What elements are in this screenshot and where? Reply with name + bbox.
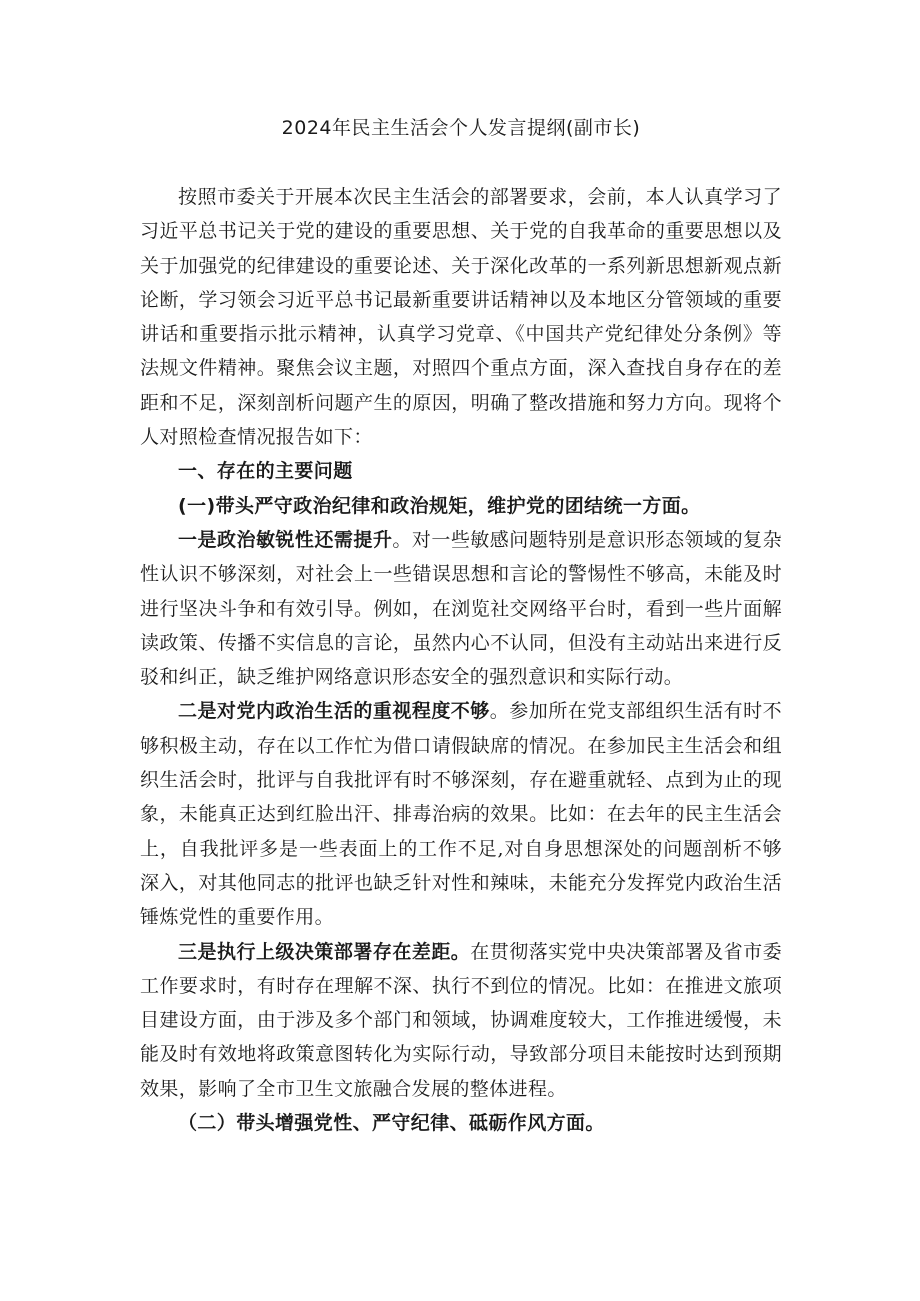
item-3-body: 在贯彻落实党中央决策部署及省市委工作要求时，有时存在理解不深、执行不到位的情况。比如：在推进文旅项目建设方面，由于涉及多个部门和领域，协调难度较大，工作推进缓慢，未能及时有效地将政策意图转化为实际行动，导致部分项目未能按时达到预期效果，影响了全市卫生文旅融合发展的整体进程。 bbox=[140, 940, 782, 1100]
document-page bbox=[140, 112, 782, 1140]
paragraph-item-2 bbox=[140, 694, 782, 934]
subsection-heading-political-discipline: (一)带头严守政治纪律和政治规矩，维护党的团结统一方面。 bbox=[178, 494, 701, 517]
section-heading-problems: 一、存在的主要问题 bbox=[178, 460, 353, 483]
item-2-lead: 二是对党内政治生活的重视程度不够 bbox=[178, 700, 490, 723]
paragraph-item-1 bbox=[140, 523, 782, 694]
paragraph-item-3 bbox=[140, 935, 782, 1106]
item-1-lead: 一是政治敏锐性还需提升 bbox=[178, 528, 393, 551]
item-1-body: 。对一些敏感问题特别是意识形态领域的复杂性认识不够深刻，对社会上一些错误思想和言论的警惕性不够高，未能及时进行坚决斗争和有效引导。例如，在浏览社交网络平台时，看到一些片面解读政策、传播不实信息的言论，虽然内心不认同，但没有主动站出来进行反驳和纠正，缺乏维护网络意识形态安全的强烈意识和实际行动。 bbox=[140, 528, 782, 689]
item-2-body: 。参加所在党支部组织生活有时不够积极主动，存在以工作忙为借口请假缺席的情况。在参加民主生活会和组织生活会时，批评与自我批评有时不够深刻，存在避重就轻、点到为止的现象，未能真正达到红脸出汗、排毒治病的效果。比如：在去年的民主生活会上，自我批评多是一些表面上的工作不足,对自身思想深处的问题剖析不够深入，对其他同志的批评也缺乏针对性和辣味，未能充分发挥党内政治生活锤炼党性的重要作用。 bbox=[140, 700, 782, 929]
item-3-lead: 三是执行上级决策部署存在差距。 bbox=[178, 940, 471, 963]
intro-paragraph: 按照市委关于开展本次民主生活会的部署要求，会前，本人认真学习了习近平总书记关于党的建设的重要思想、关于党的自我革命的重要思想以及关于加强党的纪律建设的重要论述、关于深化改革的一系列新思想新观点新论断，学习领会习近平总书记最新重要讲话精神以及本地区分管领域的重要讲话和重要指示批示精神，认真学习党章、《中国共产党纪律处分条例》等法规文件精神。聚焦会议主题，对照四个重点方面，深入查找自身存在的差距和不足，深刻剖析问题产生的原因，明确了整改措施和努力方向。现将个人对照检查情况报告如下： bbox=[140, 186, 782, 449]
subsection-heading-party-spirit: （二）带头增强党性、严守纪律、砥砺作风方面。 bbox=[178, 1112, 605, 1135]
document-title: 2024年民主生活会个人发言提纲(副市长) bbox=[281, 117, 641, 139]
